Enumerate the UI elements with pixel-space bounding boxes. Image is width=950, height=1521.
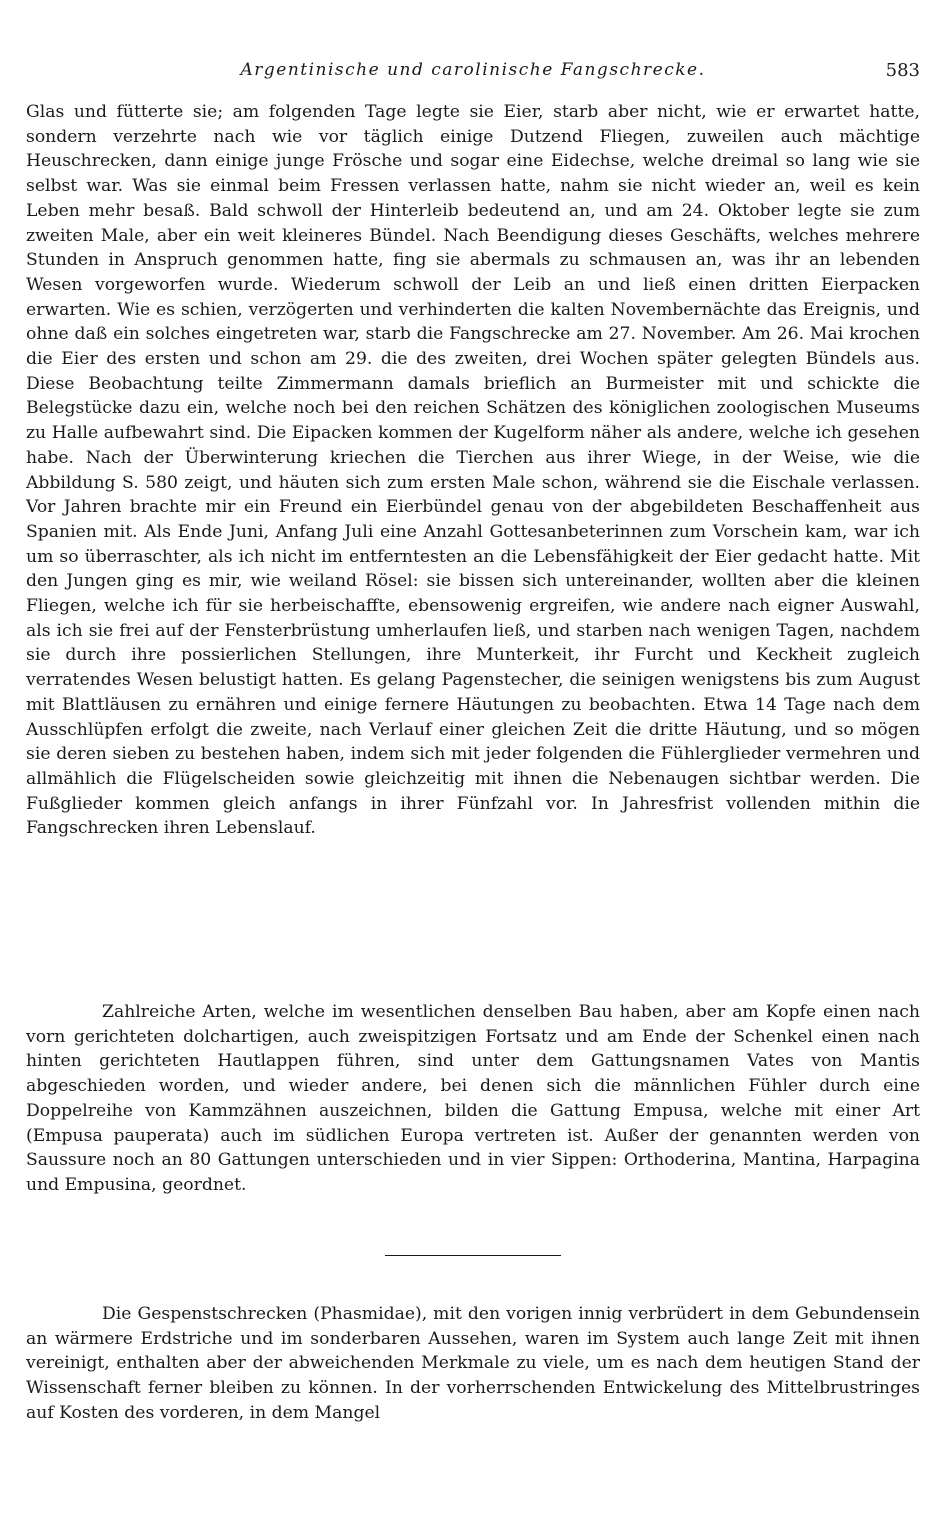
body-paragraph-3 xyxy=(26,1302,920,1426)
section-divider xyxy=(385,1255,561,1256)
page-number: 583 xyxy=(885,60,920,81)
body-paragraph-2 xyxy=(26,1000,920,1198)
body-paragraph-1 xyxy=(26,100,920,841)
paragraph-text: Glas und fütterte sie; am folgenden Tage legte sie Eier, starb aber nicht, wie er erwartet hatte, sondern verzehrte nach wie vor täglich einige Dutzend Fliegen, zuweilen auch mächtige Heuschrecken, dann einige junge Frösche und sogar eine Eidechse, welche dreimal so lang wie sie selbst war. Was sie einmal beim Fressen verlassen hatte, nahm sie nicht wieder an, weil es kein Leben mehr besaß. Bald schwoll der Hinterleib bedeutend an, und am 24. Oktober legte sie zum zweiten Male, aber ein weit kleineres Bündel. Nach Beendigung dieses Geschäfts, welches mehrere Stunden in Anspruch genommen hatte, fing sie abermals zu schmausen an, was ihr an lebenden Wesen vorgeworfen wurde. Wiederum schwoll der Leib an und ließ einen dritten Eierpacken erwarten. Wie es schien, verzögerten und verhinderten die kalten Novembernächte das Ereignis, und ohne daß ein solches eingetreten war, starb die Fangschrecke am 27. November. Am 26. Mai krochen die Eier des ersten und schon am 29. die des zweiten, drei Wochen später gelegten Bündels aus. Diese Beobachtung teilte Zimmermann damals brieflich an Burmeister mit und schickte die Belegstücke dazu ein, welche noch bei den reichen Schätzen des königlichen zoologischen Museums zu Halle aufbewahrt sind. Die Eipacken kommen der Kugelform näher als andere, welche ich gesehen habe. Nach der Überwinterung kriechen die Tierchen aus ihrer Wiege, in der Weise, wie die Abbildung S. 580 zeigt, und häuten sich zum ersten Male schon, während sie die Eischale verlassen. Vor Jahren brachte mir ein Freund ein Eierbündel genau von der abgebildeten Beschaffenheit aus Spanien mit. Als Ende Juni, Anfang Juli eine Anzahl Gottesanbeterinnen zum Vorschein kam, war ich um so überraschter, als ich nicht im entferntesten an die Lebensfähigkeit der Eier gedacht hatte. Mit den Jungen ging es mir, wie weiland Rösel: sie bissen sich untereinander, wollten aber die kleinen Fliegen, welche ich für sie herbeischaffte, ebensowenig ergreifen, wie andere nach eigner Auswahl, als ich sie frei auf der Fensterbrüstung umherlaufen ließ, und starben nach wenigen Tagen, nachdem sie durch ihre possierlichen Stellungen, ihre Munterkeit, ihr Furcht und Keckheit zugleich verratendes Wesen belustigt hatten. Es gelang Pagenstecher, die seinigen wenigstens bis zum August mit Blattläusen zu ernähren und einige fernere Häutungen zu beobachten. Etwa 14 Tage nach dem Ausschlüpfen erfolgt die zweite, nach Verlauf einer gleichen Zeit die dritte Häutung, und so mögen sie deren sieben zu bestehen haben, indem sich mit jeder folgenden die Fühlerglieder vermehren und allmählich die Flügelscheiden sowie gleichzeitig mit ihnen die Nebenaugen sichtbar werden. Die Fußglieder kommen gleich anfangs in ihrer Fünfzahl vor. In Jahresfrist vollenden mithin die Fangschrecken ihren Lebenslauf. xyxy=(26,102,920,839)
paragraph-text: Die Gespenstschrecken (Phasmidae), mit den vorigen innig verbrüdert in dem Gebundensein an wärmere Erdstriche und im sonderbaren Aussehen, waren im System auch lange Zeit mit ihnen vereinigt, enthalten aber der abweichenden Merkmale zu viele, um es nach dem heutigen Stand der Wissenschaft ferner bleiben zu können. In der vorherrschenden Entwickelung des Mittelbrustringes auf Kosten des vorderen, in dem Mangel xyxy=(26,1304,920,1423)
paragraph-text: Zahlreiche Arten, welche im wesentlichen denselben Bau haben, aber am Kopfe einen nach vorn gerichteten dolchartigen, auch zweispitzigen Fortsatz und am Ende der Schenkel einen nach hinten gerichteten Hautlappen führen, sind unter dem Gattungsnamen Vates von Mantis abgeschieden worden, und wieder andere, bei denen sich die männlichen Fühler durch eine Doppelreihe von Kammzähnen auszeichnen, bilden die Gattung Empusa, welche mit einer Art (Empusa pauperata) auch im südlichen Europa vertreten ist. Außer der genannten werden von Saussure noch an 80 Gattungen unterschieden und in vier Sippen: Orthoderina, Mantina, Harpagina und Empusina, geordnet. xyxy=(26,1002,920,1195)
page-header xyxy=(26,60,920,84)
book-page xyxy=(26,0,920,1521)
running-title: Argentinische und carolinische Fangschrecke. xyxy=(240,60,706,80)
